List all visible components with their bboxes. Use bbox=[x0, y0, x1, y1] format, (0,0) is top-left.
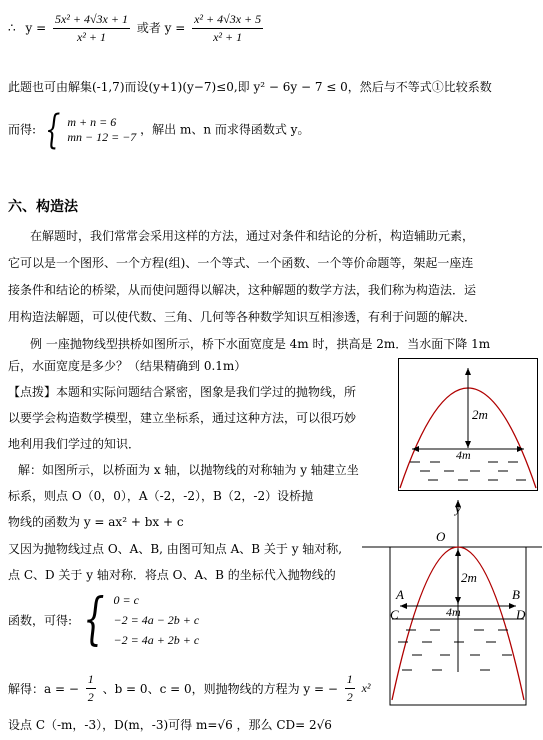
example-line-2: 后，水面宽度是多少？（结果精确到 0.1m） bbox=[8, 359, 247, 373]
half2-numerator: 1 bbox=[345, 672, 355, 689]
half-denominator: 2 bbox=[87, 690, 94, 704]
figure-2-origin-label: O bbox=[436, 529, 446, 544]
equation-system-abc bbox=[76, 587, 200, 652]
figure-2-arrow-right bbox=[509, 603, 516, 609]
last-line: 设点 C（-m，-3），D(m，-3)可得 m=√6 ，那么 CD= 2√6 bbox=[8, 718, 332, 732]
figure-2-arrow-down bbox=[455, 597, 461, 604]
hint-line-1: 【点拨】本题和实际问题结合紧密，图象是我们学过的抛物线，所 bbox=[8, 385, 357, 399]
figure-2-arrow-up bbox=[455, 549, 461, 556]
left-brace-abc: { bbox=[83, 587, 105, 652]
figure-1-width-label: 4m bbox=[456, 448, 471, 462]
figure-2-width-label: 4m bbox=[446, 605, 461, 619]
half2-denominator: 2 bbox=[346, 690, 353, 704]
equation-abc-1: 0 = c bbox=[113, 593, 139, 607]
hint-line-2: 以要学会构造数学模型，建立坐标系，通过这种方法，可以很巧妙 bbox=[8, 411, 357, 425]
fraction-2-numerator: x² + 4√3x + 5 bbox=[192, 12, 263, 29]
fraction-1 bbox=[53, 12, 130, 45]
solution-line-1: 解：如图所示，以桥面为 x 轴，以抛物线的对称轴为 y 轴建立坐 bbox=[18, 463, 359, 477]
formula-line-1 bbox=[8, 12, 266, 45]
system-prefix: 函数，可得: bbox=[8, 613, 73, 628]
fraction-half-1 bbox=[86, 672, 96, 705]
fraction-half-2 bbox=[345, 672, 355, 705]
figure-2-y-label: y bbox=[455, 501, 461, 516]
figure-2-arrow-left bbox=[400, 603, 407, 609]
example-line-1: 例 一座抛物线型拱桥如图所示，桥下水面宽度是 4m 时，拱高是 2m．当水面下降 1m bbox=[30, 337, 491, 351]
figure-2-point-a: A bbox=[396, 587, 404, 602]
solve-prefix: 解得：a = − bbox=[8, 682, 79, 696]
or-text: 或者 y = bbox=[136, 21, 186, 35]
suffix-text: ，解出 m、n 而求得函数式 y。 bbox=[140, 122, 310, 137]
figure-2-point-b: B bbox=[512, 587, 520, 602]
solution-line-4: 又因为抛物线过点 O、A、B, 由图可知点 A、B 关于 y 轴对称, bbox=[8, 542, 343, 556]
figure-1-height-label: 2m bbox=[472, 407, 488, 422]
solve-mid: 、b = 0、c = 0，则抛物线的方程为 y = − bbox=[102, 682, 338, 696]
section-title: 六、构造法 bbox=[8, 199, 78, 215]
text-line-2: 此题也可由解集(-1,7)而设(y+1)(y−7)≤0,即 y² − 6y − 7 ≤ 0，然后与不等式①比较系数 bbox=[8, 80, 492, 94]
paragraph-line-4: 用构造法解题，可以使代数、三角、几何等各种数学知识互相渗透，有利于问题的解决． bbox=[8, 310, 477, 324]
figure-1-water-waves bbox=[410, 462, 526, 480]
prefix-text: 而得: bbox=[8, 122, 37, 137]
solve-line bbox=[8, 672, 371, 705]
paragraph-line-3: 接条件和结论的桥梁，从而使问题得以解决，这种解题的数学方法，我们称为构造法．运 bbox=[8, 283, 477, 297]
left-brace: { bbox=[44, 107, 61, 153]
system-abc bbox=[8, 587, 200, 652]
solution-line-2: 标系，则点 O（0，0），A（-2，-2），B（2，-2）设桥抛 bbox=[8, 489, 314, 503]
system-line-3 bbox=[8, 107, 310, 153]
figure-2-point-d: D bbox=[516, 607, 526, 622]
equation-system-mn bbox=[40, 107, 137, 153]
fraction-2-denominator: x² + 1 bbox=[213, 30, 243, 44]
figure-2-point-c: C bbox=[390, 607, 399, 622]
y-equals: y = bbox=[25, 21, 47, 35]
solution-line-3: 物线的函数为 y = ax² + bx + c bbox=[8, 515, 184, 529]
equation-abc-2: −2 = 4a − 2b + c bbox=[113, 613, 200, 627]
figure-1-arrow-up bbox=[465, 368, 471, 375]
equation-abc-3: −2 = 4a + 2b + c bbox=[113, 633, 200, 647]
solution-line-5: 点 C、D 关于 y 轴对称．将点 O、A、B 的坐标代入抛物线的 bbox=[8, 568, 336, 582]
therefore-symbol: ∴ bbox=[8, 21, 16, 35]
fraction-1-denominator: x² + 1 bbox=[76, 30, 106, 44]
paragraph-line-2: 它可以是一个图形、一个方程(组)、一个等式、一个函数、一个等价命题等，架起一座连 bbox=[8, 256, 474, 270]
half-numerator: 1 bbox=[86, 672, 96, 689]
figure-2-height-label: 2m bbox=[461, 570, 477, 585]
paragraph-line-1: 在解题时，我们常常会采用这样的方法，通过对条件和结论的分析，构造辅助元素， bbox=[30, 229, 475, 243]
fraction-1-numerator: 5x² + 4√3x + 1 bbox=[53, 12, 130, 29]
figure-1-arrow-down bbox=[465, 441, 471, 448]
solve-tail: x² bbox=[361, 681, 371, 695]
figure-2-water-waves bbox=[398, 630, 512, 670]
fraction-2 bbox=[192, 12, 263, 45]
equation-mn-2: mn − 12 = −7 bbox=[67, 130, 137, 144]
equation-mn-1: m + n = 6 bbox=[67, 115, 117, 129]
hint-line-3: 地利用我们学过的知识． bbox=[8, 437, 141, 451]
figure-2-coordinate-bridge bbox=[362, 500, 542, 710]
figure-1-arch-bridge bbox=[398, 358, 538, 491]
